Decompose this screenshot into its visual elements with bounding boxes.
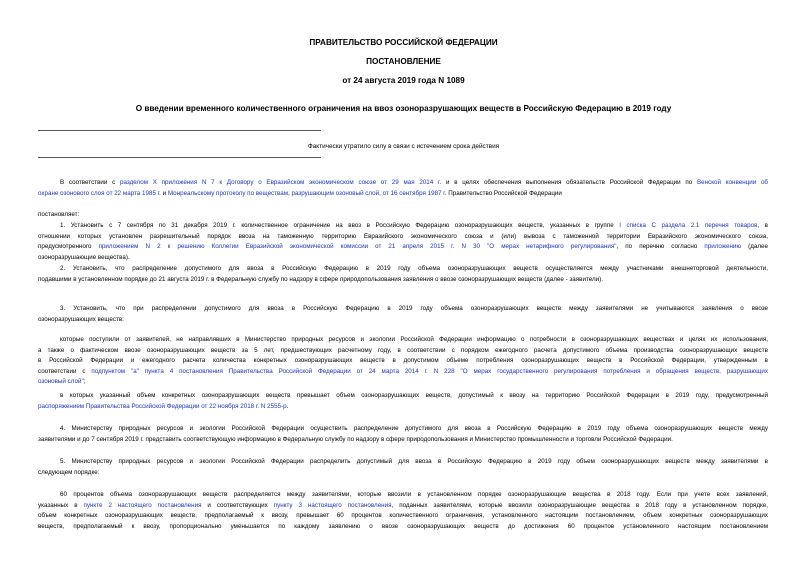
p6-line: объем конкретных озоноразрушающих веществ, предполагаемый к ввозу, превышает 60 процентов количественного ограничения, установленного настоящим постановлением, объем конкретных озоноразрушающих	[38, 512, 768, 520]
preamble-paragraph	[38, 178, 768, 199]
p3a-text: соответствии с	[38, 367, 92, 375]
link-resolution-228[interactable]: подпунктом "а" пункта 4 постановления Правительства Российской Федерации от 24 марта 2014 г. N 228 "О мерах государственного регулирования потребления и обращения веществ, разрушающих	[91, 367, 768, 375]
document-type: ПОСТАНОВЛЕНИЕ	[366, 57, 441, 66]
link-clause-3[interactable]: пункту 3 настоящего постановления	[273, 501, 392, 509]
p3-line: 3. Установить, что при распределении допустимого для ввоза в Российскую Федерацию в 2019 году объема озоноразрушающих веществ между заявителями не учитываются заявления о ввозе	[60, 305, 768, 312]
p3a-line: которые поступили от заявителей, не направлявших в Министерство природных ресурсов и экологии Российской Федерации информацию о потребности в озоноразрушающих веществах и целях их использования,	[60, 336, 768, 343]
paragraph-6	[38, 490, 768, 532]
p1-text: , по перечню согласно	[616, 243, 705, 251]
link-resolution-228-cont[interactable]: озоновый слой"	[38, 378, 84, 386]
p3a-line: а также о фактическом ввозе озоноразрушающих веществ за 5 лет, предшествующих расчетному году, в соответствии с порядком ежегодного расчета допустимого объема производства озоноразрушающих веществ	[38, 346, 768, 354]
p6-text: указанных в	[38, 501, 84, 509]
divider-top	[38, 130, 321, 131]
link-montreal-protocol[interactable]: Монреальскому протоколу по веществам, разрушающим озоновый слой, от 16 сентября 1987 г.	[167, 189, 447, 197]
p6-line: веществ, предполагаемый к ввозу, пропорционально уменьшается по каждому заявлению о ввозе озоноразрушающих веществ до достижения 60 процентов установленного настоящим постановлением	[38, 522, 768, 530]
p1-text: 1. Установить с 7 сентября по 31 декабря 2019 г. количественное ограничение на ввоз в Российскую Федерацию озоноразрушающих веществ, указанных в группе	[60, 222, 620, 229]
government-name: ПРАВИТЕЛЬСТВО РОССИЙСКОЙ ФЕДЕРАЦИИ	[309, 38, 498, 47]
link-goods-list[interactable]: I списка С раздела 2.1 перечня товаров	[619, 222, 758, 229]
p1-line: отношении которых установлен разрешительный порядок ввоза на таможенную территорию Евразийского экономического союза и (или) вывоза с таможенной территории Евразийского экономического союза,	[38, 232, 768, 240]
p5-line: 5. Министерству природных ресурсов и экологии Российской Федерации распределить допустимый для ввоза в Российскую Федерацию в 2019 году объем озоноразрушающих веществ между заявителями в	[60, 458, 768, 465]
preamble-text: и	[160, 189, 168, 197]
p3a-text: ;	[83, 378, 86, 386]
link-appendix[interactable]: приложению	[704, 243, 742, 251]
paragraph-1	[38, 221, 768, 263]
p6-text: и соответствующих	[201, 501, 274, 509]
p1-text: , в	[757, 222, 768, 229]
p3b-line: в которых указанный объем конкретных озоноразрушающих веществ превышает объем озоноразрушающих веществ, допустимый к ввозу на территорию Российской Федерации в 2019 году, предусмотренный	[60, 392, 768, 399]
p2-line: подавшими в установленном порядке до 21 августа 2019 г. в Федеральную службу по надзору в сфере природопользования заявления о ввозе озоноразрушающих веществ (далее - заявители).	[38, 275, 603, 283]
p5-line: следующем порядке:	[38, 468, 100, 476]
paragraph-3-item-1	[38, 335, 768, 388]
document-title: О введении временного количественного ограничения на ввоз озоноразрушающих веществ в Российскую Федерацию в 2019 году	[135, 104, 672, 113]
p6-line: 60 процентов объема озоноразрушающих веществ распределяется между заявителями, которые ввозили в установленном порядке озоноразрушающие вещества в 2018 году. Если при учете всех заявлений,	[60, 491, 768, 498]
p1-line: озоноразрушающие вещества).	[38, 253, 130, 261]
p3-line: озоноразрушающих веществ:	[38, 315, 124, 323]
document-date-number: от 24 августа 2019 года N 1089	[342, 76, 465, 85]
paragraph-4	[38, 424, 768, 445]
p6-text: , поданных заявителями, которые ввозили озоноразрушающие вещества в 2018 году в установленном порядке,	[391, 501, 768, 509]
p1-text: предусмотренного	[38, 243, 99, 251]
paragraph-3	[38, 304, 768, 325]
p2-line: 2. Установить, что распределение допустимого для ввоза в Российскую Федерацию в 2019 году объема озоноразрушающих веществ осуществляется между участниками внешнеторговой деятельности,	[60, 265, 768, 272]
paragraph-3-item-2	[38, 391, 768, 412]
link-eec-decision[interactable]: приложением N 2 к решению Коллегии Евразийской экономической комиссии от 21 апреля 2015 г. N 30 "О мерах нетарифного регулирования"	[98, 243, 617, 251]
status-note: Фактически утратило силу в связи с истечением срока действия	[307, 143, 500, 150]
preamble-text: и в целях обеспечения выполнения обязательств Российской Федерации по	[441, 179, 697, 186]
preamble-text: В соответствии с	[60, 179, 120, 186]
divider-bottom	[38, 157, 321, 158]
link-eaeu-treaty[interactable]: разделом X приложения N 7 к Договору о Евразийском экономическом союзе от 29 мая 2014 г.	[120, 179, 442, 186]
link-vienna-convention-cont[interactable]: охране озонового слоя от 22 марта 1985 г.	[38, 189, 161, 197]
link-order-2555[interactable]: распоряжением Правительства Российской Федерации от 22 ноября 2018 г. N 2555-р	[38, 402, 287, 410]
p3b-text: .	[286, 402, 289, 410]
p3a-line: в Российской Федерации и ежегодного расчета количества конкретных озоноразрушающих веществ в допустимом объеме потребления озоноразрушающих веществ в Российской Федерации, утвержденным в	[38, 357, 768, 365]
decree-word: постановляет:	[38, 211, 80, 218]
paragraph-5	[38, 457, 768, 478]
p4-line: 4. Министерству природных ресурсов и экологии Российской Федерации осуществить распределение допустимого для ввоза в Российскую Федерацию в 2019 году объема озоноразрушающих веществ между	[60, 425, 768, 432]
link-vienna-convention[interactable]: Венской конвенции об	[697, 179, 768, 186]
p1-text: (далее	[741, 243, 768, 251]
link-clause-2[interactable]: пункте 2 настоящего постановления	[83, 501, 202, 509]
p4-line: заявителями и до 7 сентября 2019 г. представить соответствующую информацию в Федеральную службу по надзору в сфере природопользования и Министерство промышленности и торговли Российской Федерации.	[38, 435, 673, 443]
preamble-text: Правительство Российской Федерации	[446, 189, 562, 197]
paragraph-2	[38, 264, 768, 285]
